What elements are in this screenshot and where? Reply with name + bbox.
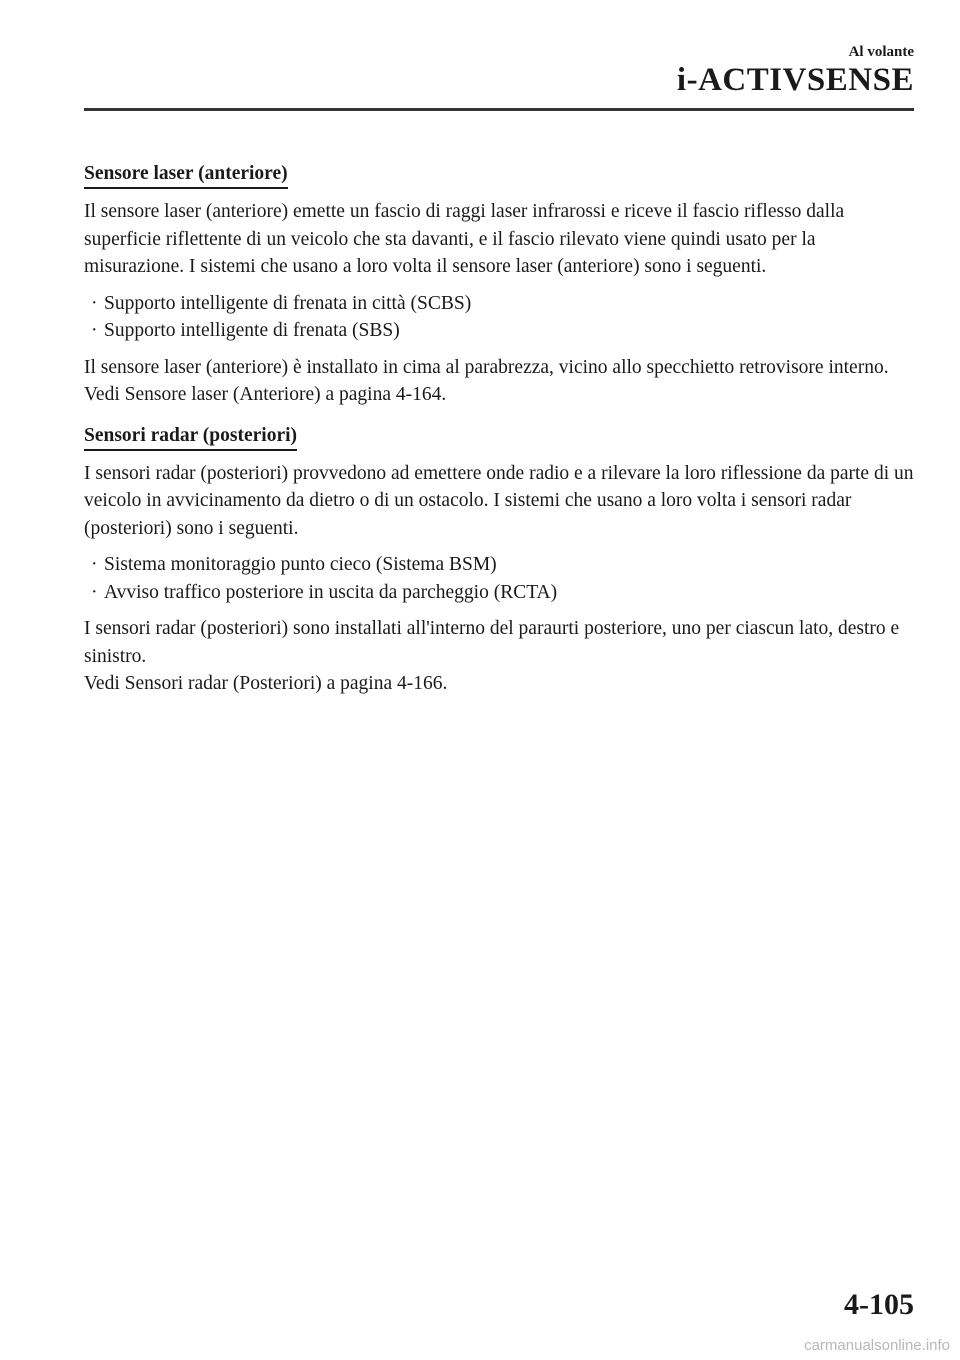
list-item	[84, 317, 914, 345]
page-reference-link[interactable]: Vedi Sensori radar (Posteriori) a pagina 4-166.	[84, 673, 448, 694]
list-item-text: Supporto intelligente di frenata (SBS)	[104, 320, 400, 341]
section-heading: Sensore laser (anteriore)	[84, 162, 288, 189]
location-paragraph	[84, 615, 914, 698]
bullet-glyph: ·	[91, 581, 98, 603]
list-item-text: Avviso traffico posteriore in uscita da parcheggio (RCTA)	[104, 581, 558, 603]
watermark: carmanualsonline.info	[804, 1337, 950, 1354]
page-number: 4-105	[844, 1288, 914, 1321]
list-item-text: Sistema monitoraggio punto cieco (Sistema BSM)	[104, 554, 497, 575]
page-header	[84, 0, 914, 114]
bullet-glyph: ·	[91, 320, 98, 341]
section-title: i-ACTIVSENSE	[676, 62, 914, 98]
bullet-glyph: ·	[91, 292, 98, 314]
bullet-glyph: ·	[91, 554, 98, 575]
section-heading: Sensori radar (posteriori)	[84, 424, 297, 451]
section-intro-paragraph: I sensori radar (posteriori) provvedono ad emettere onde radio e a rilevare la loro riflessione da parte di un veicolo in avvicinamento da dietro o di un ostacolo. I sistemi che usano a loro volta i sensori radar (posteriori) sono i seguenti.	[84, 462, 914, 539]
list-item	[84, 551, 914, 579]
list-item-text: Supporto intelligente di frenata in città (SCBS)	[104, 292, 472, 314]
location-text: Il sensore laser (anteriore) è installato in cima al parabrezza, vicino allo specchietto retrovisore interno.	[84, 356, 889, 378]
system-list	[84, 290, 914, 345]
section-radar-sensors	[84, 422, 914, 698]
header-divider	[84, 108, 914, 111]
section-intro-paragraph: Il sensore laser (anteriore) emette un fascio di raggi laser infrarossi e riceve il fascio riflesso dalla superficie riflettente di un veicolo che sta davanti, e il fascio rilevato viene quindi usato per la misurazione. I sistemi che usano a loro volta il sensore laser (anteriore) sono i seguenti.	[84, 201, 845, 277]
chapter-label: Al volante	[848, 44, 914, 60]
location-text: I sensori radar (posteriori) sono installati all'interno del paraurti posteriore, uno per ciascun lato, destro e sinistro.	[84, 618, 900, 667]
page-reference-link[interactable]: Vedi Sensore laser (Anteriore) a pagina 4-164.	[84, 384, 447, 405]
list-item	[84, 290, 914, 318]
location-paragraph	[84, 354, 914, 409]
section-laser-sensor	[84, 160, 914, 409]
list-item	[84, 579, 914, 607]
page-content	[84, 160, 914, 707]
system-list	[84, 551, 914, 606]
